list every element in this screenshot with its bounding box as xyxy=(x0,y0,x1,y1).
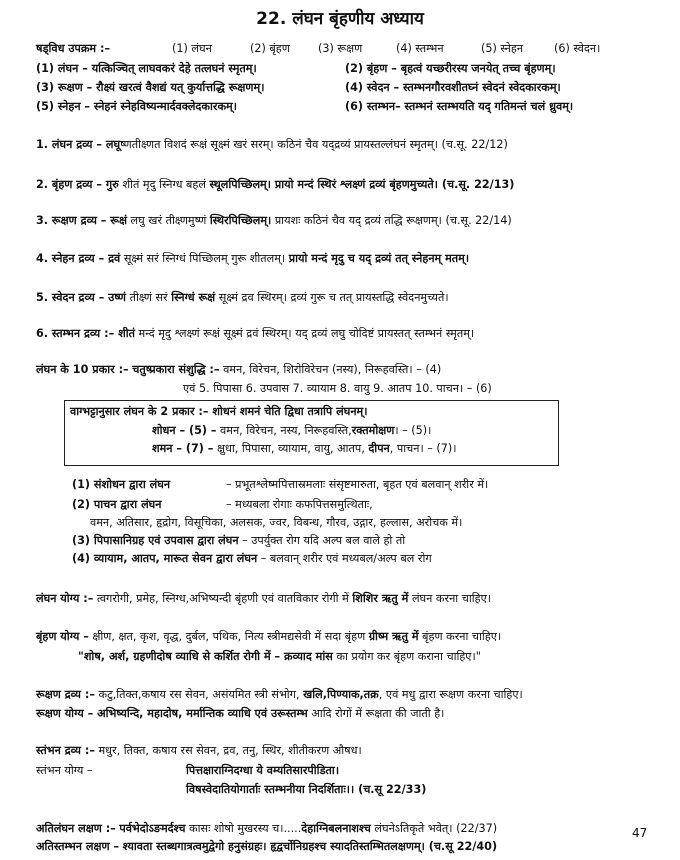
atilanghan-lakshan xyxy=(36,822,497,836)
atistambhan-lakshan xyxy=(36,840,497,854)
upakram-item: (4) स्तम्भन xyxy=(396,42,444,55)
shadvidh-heading: षड्विध उपक्रम :– xyxy=(36,42,111,55)
langhan-yogya xyxy=(36,592,491,606)
atilanghan-bold2: देहाग्निबलनाशश्च xyxy=(301,822,371,835)
shaman-label: शमन – (7) – xyxy=(152,442,214,455)
rukshan-dravya-row xyxy=(36,688,523,702)
dravya-heading: 2. बृंहण द्रव्य – गुरु xyxy=(36,178,119,191)
upakram-item: (2) बृंहण xyxy=(250,42,290,55)
langhan-dravya xyxy=(36,138,508,152)
brimhan-yogya xyxy=(36,630,501,644)
atilanghan-end: लंघनेऽतिकृते भवेत्। (22/37) xyxy=(374,822,498,835)
stambhan-text: मधुर, तिक्त, कषाय रस सेवन, द्रव, तनु, स्थिर, शीतीकरण औषध। xyxy=(98,744,362,757)
rukshan-dravya xyxy=(36,214,512,228)
shaman-end: , पाचन। – (7)। xyxy=(389,442,457,455)
dravya-heading: 4. स्नेहन द्रव्य – द्रवं xyxy=(36,252,121,265)
brimhan-yogya-heading: बृंहण योग्य – xyxy=(36,630,89,643)
rukshan-bold: खलि,पिण्याक,तक्र xyxy=(303,688,379,701)
dravya-text: शीतं मृदु स्निग्ध बहलं xyxy=(122,178,206,191)
brimhan-yogya-end: बृंहण करना चाहिए। xyxy=(422,630,502,643)
dravya-text: सूक्ष्मं सरं स्निग्धं पिच्छिलम् गुरू शीतलम्। xyxy=(123,252,286,265)
rukshan-text: कटु,तिक्त,कषाय रस सेवन, असंयमित स्त्री संभोग, xyxy=(98,688,300,701)
atistambhan-heading: अतिस्तम्भन लक्षण – xyxy=(36,840,120,853)
atistambhan-text: श्यावता स्तब्धगात्रत्वमुद्वेगो हनुसंग्रहः। हृद्वर्चोनिग्रहश्च स्यादतिस्तम्भितलक्षणम्। (च.सू 22/40) xyxy=(122,840,498,853)
dravya-bold-text: स्निग्धं रूक्षं xyxy=(171,291,216,304)
upakram-definition: (5) स्नेहन – स्नेहनं स्नेहविष्यन्मार्दवक्लेदकारकम्। xyxy=(36,100,237,113)
rukshan-yogya xyxy=(36,707,444,721)
snehan-dravya xyxy=(36,252,469,266)
shodhan-end: । – (5)। xyxy=(394,424,432,437)
shaman-text: क्षुधा, पिपासा, व्यायाम, वायु, आतप, xyxy=(216,442,365,455)
atilanghan-heading: अतिलंघन लक्षण :– xyxy=(36,822,116,835)
dravya-bold-text: स्थूलपिच्छिलम्। प्रायो मन्दं स्थिरं श्लक्ष्णं द्रव्यं बृंहणमुच्यते। (च.सू. 22/13) xyxy=(209,178,515,191)
dvara-row xyxy=(72,498,373,512)
rukshan-heading: रूक्षण द्रव्य :– xyxy=(36,688,95,701)
stambhan-dravya-row xyxy=(36,744,362,758)
stambhan-shloka: पित्तक्षाराग्निदग्धा ये वम्यतिसारपीडिता। xyxy=(186,764,340,777)
dravya-heading: 1. लंघन द्रव्य – लघू xyxy=(36,138,121,151)
stambhan-yogya-label: स्तंभन योग्य – xyxy=(36,764,93,777)
langhan-yogya-end: लंघन करना चाहिए। xyxy=(411,592,491,605)
upakram-definition: (2) बृंहण – बृहत्वं यच्छरीरस्य जनयेत् तच्च बृंहणम्। xyxy=(345,62,556,75)
dravya-bold-text: स्थिरपिच्छिलम्। xyxy=(209,214,272,227)
quote-bold: "शोष, अर्श, ग्रहणीदोष व्याधि से कर्शित रोगी में – क्रव्याद मांस xyxy=(78,650,333,663)
brimhan-yogya-text: क्षीण, क्षत, कृश, वृद्ध, दुर्बल, पथिक, नित्य स्त्रीमद्यसेवी में सदा बृंहण xyxy=(92,630,366,643)
dvara-text: – प्रभूतश्लेष्मपित्तास्रमलाः संसृष्टमारुता, बृहत एवं बलवान् शरीर में। xyxy=(226,478,489,491)
atilanghan-text: कासः शोषो मुखरस्य च।..... xyxy=(189,822,302,835)
swedan-dravya xyxy=(36,291,449,305)
shodhan-label: शोधन – (5) – xyxy=(152,424,217,437)
page-title: 22. लंघन बृंहणीय अध्याय xyxy=(256,9,424,29)
dvara-row xyxy=(72,478,489,492)
rukshan-yogya-end: आदि रोगों में रूक्षता की जाती है। xyxy=(311,707,445,720)
dvara-rog-list: वमन, अतिसार, हृद्रोग, विसूचिका, अलसक, ज्वर, विबन्ध, गौरव, उद्गार, हल्लास, अरोचक में। xyxy=(90,516,463,529)
upakram-definition: (3) रूक्षण – रौक्ष्यं खरत्वं वैशद्यं यत् कुर्यात्तद्धि रूक्षणम्। xyxy=(36,81,265,94)
langhan-10-heading: लंघन के 10 प्रकार :– xyxy=(36,363,129,376)
vagbhat-heading: वाग्भट्टानुसार लंघन के 2 प्रकार :– शोधनं शमनं चेति द्विधा तत्रापि लंघनम्। xyxy=(70,405,368,418)
upakram-item: (1) लंघन xyxy=(172,42,212,55)
dravya-text: प्रायशः कठिनं चैव यद् द्रव्यं तद्धि रूक्षणम्। (च.सू. 22/14) xyxy=(274,214,512,227)
langhan-yogya-heading: लंघन योग्य :– xyxy=(36,592,94,605)
shishir-ritu: शिशिर ऋतु में xyxy=(352,592,409,605)
dravya-text: तीक्ष्णं सरं xyxy=(129,291,168,304)
brimhan-dravya xyxy=(36,178,514,192)
dvara-text: – बलवान् शरीर एवं मध्यबल/अल्प बल रोग xyxy=(260,552,432,565)
langhan-10-continuation: एवं 5. पिपासा 6. उपवास 7. व्यायाम 8. वायु 9. आतप 10. पाचन। – (6) xyxy=(183,382,492,395)
page-number: 47 xyxy=(632,826,648,840)
shodhan-row xyxy=(152,424,431,438)
dvara-label: (1) संशोधन द्वारा लंघन xyxy=(72,478,171,491)
atilanghan-bold: पर्वभेदोऽङमर्दश्च xyxy=(119,822,186,835)
rukshan-end: , एवं मधु द्वारा रूक्षण करना चाहिए। xyxy=(378,688,523,701)
dravya-heading: 6. स्तम्भन द्रव्य :– शीतं xyxy=(36,327,135,340)
rukshan-yogya-heading: रूक्षण योग्य – अभिष्यन्दि, महादोष, मर्मान्तिक व्याधि एवं उरूस्तम्भ xyxy=(36,707,308,720)
langhan-10-prakar xyxy=(36,363,441,377)
stambhan-dravya xyxy=(36,327,474,341)
dvara-row xyxy=(72,534,405,548)
shaman-row xyxy=(152,442,456,456)
quote-end: का प्रयोग कर बृंहण कराना चाहिए।" xyxy=(336,650,481,663)
upakram-item: (5) स्नेहन xyxy=(481,42,524,55)
upakram-definition: (1) लंघन – यत्किञ्चित् लाघवकरं देहे तत्लघनं स्मृतम्। xyxy=(36,62,257,75)
dravya-text: ष्णतीक्ष्णत विशदं रूक्षं सूक्ष्मं खरं सरम्। कठिनं चैव यद्द्रव्यं प्रायस्तल्लंघनं स्मृतम्। (च.सू. 22/12) xyxy=(120,138,508,151)
dravya-bold-text: प्रायो मन्दं मृदु च यद् द्रव्यं तत् स्नेहनम् मतम्। xyxy=(288,252,470,265)
samshuddhi-list: वमन, विरेचन, शिरोविरेचन (नस्य), निरूहवस्ति। – (4) xyxy=(223,363,442,376)
grishma-ritu: ग्रीष्म ऋतु में xyxy=(368,630,419,643)
upakram-definition: (4) स्वेदन – स्तम्भनगौरवशीतघ्नं स्वेदनं स्वेदकारकम्। xyxy=(345,81,561,94)
dvara-label: (2) पाचन द्वारा लंघन xyxy=(72,498,162,511)
stambhan-shloka: विषस्वेदातियोगार्ताः स्तम्भनीया निदर्शिताः।। (च.सू 22/33) xyxy=(186,783,427,796)
dravya-text: मन्दं मृदु श्लक्ष्णं रूक्षं सूक्ष्मं द्रवं स्थिरम्। यद् द्रव्यं लघु चोदिष्टं प्रायस्तत् स्तम्भनं स्मृतम्। xyxy=(138,327,475,340)
shadvidh-row xyxy=(36,42,601,56)
upakram-item: (6) स्वेदन। xyxy=(554,42,601,55)
dravya-text: सूक्ष्मं द्रव स्थिरम्। द्रव्यं गुरू च तत् प्रायस्तद्धि स्वेदनमुच्यते। xyxy=(218,291,449,304)
dravya-text: लघु खरं तीक्ष्णमुष्णं xyxy=(130,214,207,227)
dvara-text: – उपर्युक्त रोग यदि अल्प बल वाले हो तो xyxy=(242,534,406,547)
dravya-heading: 3. रूक्षण द्रव्य – रूक्षं xyxy=(36,214,127,227)
dvara-row xyxy=(72,552,432,566)
stambhan-heading: स्तंभन द्रव्य :– xyxy=(36,744,95,757)
raktamokshan-text: रक्तमोक्षण xyxy=(351,424,395,437)
langhan-yogya-text: त्वगरोगी, प्रमेह, स्निग्ध,अभिष्यन्दी बृंहणी एवं वातविकार रोगी में xyxy=(96,592,349,605)
upakram-item: (3) रूक्षण xyxy=(318,42,363,55)
deepan-text: दीपन xyxy=(368,442,390,455)
samshuddhi-label: चतुष्प्रकारा संशुद्धि :– xyxy=(132,363,220,376)
shodhan-text: वमन, विरेचन, नस्य, निरूहवस्ति, xyxy=(220,424,352,437)
dvara-label: (3) पिपासानिग्रह एवं उपवास द्वारा लंघन xyxy=(72,534,239,547)
dvara-text: – मध्यबला रोगाः कफपित्तसमुत्थिताः, xyxy=(226,498,373,511)
dravya-heading: 5. स्वेदन द्रव्य – उष्णं xyxy=(36,291,127,304)
kravyad-mamsa-quote xyxy=(78,650,481,664)
dvara-label: (4) व्यायाम, आतप, मारूत सेवन द्वारा लंघन xyxy=(72,552,258,565)
upakram-definition: (6) स्तम्भन– स्तम्भनं स्तम्भयति यद् गतिमन्तं चलं ध्रुवम्। xyxy=(345,100,574,113)
